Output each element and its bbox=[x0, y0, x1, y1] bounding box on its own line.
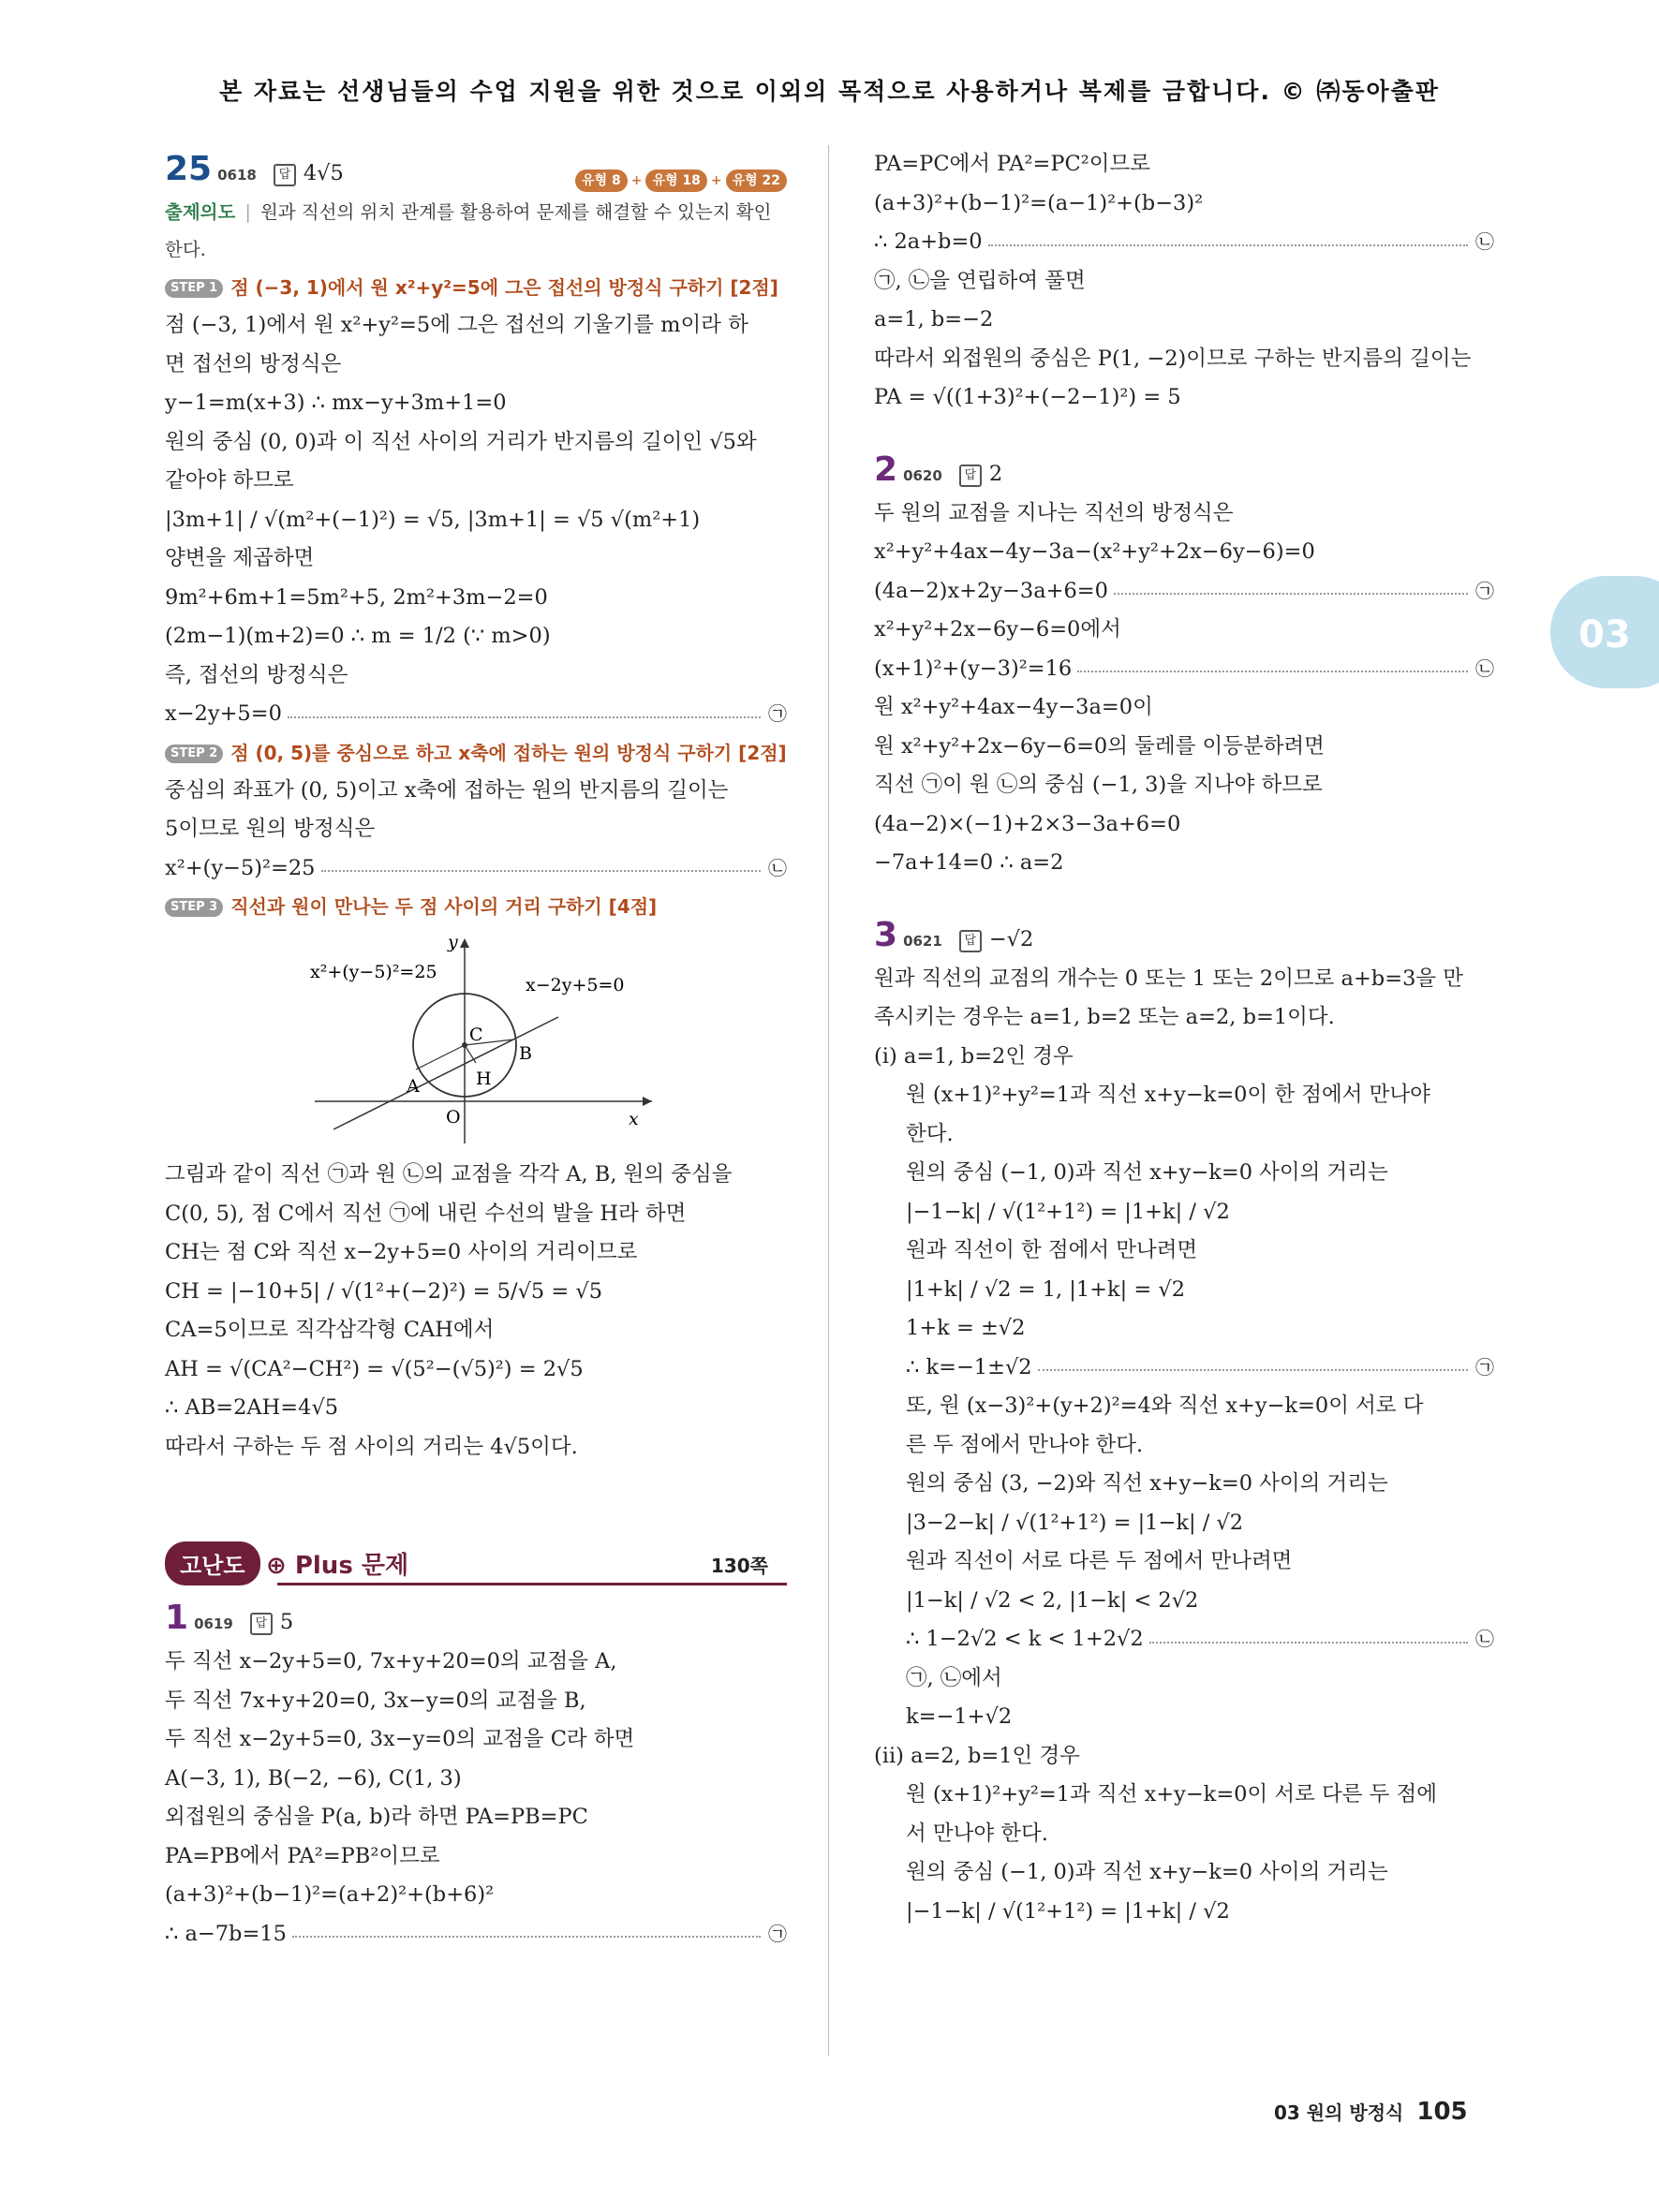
solution-line: 른 두 점에서 만나야 한다. bbox=[906, 1432, 1144, 1457]
center-point bbox=[462, 1042, 467, 1048]
dotted-leader bbox=[1149, 1642, 1468, 1644]
dotted-leader bbox=[321, 870, 762, 872]
point-c-label: C bbox=[469, 1025, 483, 1045]
solution-line: 원 (x+1)²+y²=1과 직선 x+y−k=0이 서로 다른 두 점에 bbox=[906, 1782, 1437, 1806]
leader-line bbox=[165, 849, 787, 889]
leader-line bbox=[874, 650, 1494, 689]
point-a-label: A bbox=[407, 1076, 420, 1097]
solution-line: |−1−k| / √(1²+1²) = |1+k| / √2 bbox=[906, 1199, 1230, 1224]
solution-line: 5이므로 원의 방정식은 bbox=[165, 817, 376, 841]
dotted-leader bbox=[292, 1936, 761, 1938]
step-text: 점 (0, 5)를 중심으로 하고 x축에 접하는 원의 방정식 구하기 [2점] bbox=[230, 741, 787, 764]
y-axis-label: y bbox=[448, 933, 458, 952]
problem-number: 3 bbox=[874, 915, 898, 954]
x-axis-arrow bbox=[643, 1097, 652, 1106]
equation: ∴ 2a+b=0 bbox=[874, 229, 983, 254]
solution-line: x²+y²+4ax−4y−3a−(x²+y²+2x−6y−6)=0 bbox=[874, 539, 1315, 564]
solution-line: (a+3)²+(b−1)²=(a−1)²+(b−3)² bbox=[874, 190, 1204, 215]
circled-mark: ㉡ bbox=[768, 856, 787, 879]
chapter-title: 03 원의 방정식 bbox=[1274, 2101, 1404, 2124]
leader-line bbox=[874, 1620, 1494, 1659]
solution-line: 서 만나야 한다. bbox=[906, 1821, 1048, 1846]
plus-icon: + bbox=[630, 173, 643, 188]
intent-box bbox=[165, 194, 787, 269]
solution-line: 원과 직선이 한 점에서 만나려면 bbox=[906, 1238, 1198, 1262]
answer-value: −√2 bbox=[988, 926, 1034, 951]
solution-line: 원의 중심 (−1, 0)과 직선 x+y−k=0 사이의 거리는 bbox=[906, 1860, 1388, 1884]
solution-line: ㉠, ㉡을 연립하여 풀면 bbox=[874, 268, 1086, 293]
circled-mark: ㉠ bbox=[1475, 579, 1494, 602]
leader-line bbox=[874, 572, 1494, 612]
dotted-leader bbox=[1114, 593, 1468, 595]
answer-value: 5 bbox=[279, 1610, 294, 1634]
solution-line: 직선 ㉠이 원 ㉡의 중심 (−1, 3)을 지나야 하므로 bbox=[874, 773, 1323, 797]
type-badge: 유형 22 bbox=[726, 170, 787, 192]
intent-label: 출제의도 bbox=[165, 201, 236, 223]
solution-line: x²+y²+2x−6y−6=0에서 bbox=[874, 617, 1121, 641]
solution-line: CH = |−10+5| / √(1²+(−2)²) = 5/√5 = √5 bbox=[165, 1278, 603, 1304]
intent-text: 원과 직선의 위치 관계를 활용하여 문제를 해결할 수 있는지 확인 bbox=[259, 201, 772, 223]
circled-mark: ㉠ bbox=[768, 702, 787, 725]
solution-line: CH는 점 C와 직선 x−2y+5=0 사이의 거리이므로 bbox=[165, 1240, 638, 1264]
solution-line: PA = √((1+3)²+(−2−1)²) = 5 bbox=[874, 385, 1181, 409]
step-tag: STEP 3 bbox=[165, 898, 223, 917]
dotted-leader bbox=[1077, 671, 1468, 672]
problem-number: 2 bbox=[874, 450, 898, 489]
answer-value: 4√5 bbox=[303, 161, 344, 185]
problem-code: 0621 bbox=[903, 932, 942, 950]
dotted-leader bbox=[988, 244, 1468, 246]
leader-line bbox=[874, 1349, 1494, 1388]
solution-line: PA=PB에서 PA²=PB²이므로 bbox=[165, 1843, 440, 1868]
perpendicular-ch bbox=[465, 1045, 476, 1063]
equation: (4a−2)x+2y−3a+6=0 bbox=[874, 578, 1108, 603]
case-heading: (ii) a=2, b=1인 경우 bbox=[874, 1743, 1080, 1768]
chapter-tab-label: 03 bbox=[1578, 613, 1631, 656]
problem-code: 0620 bbox=[903, 466, 942, 484]
problem-2-header bbox=[874, 446, 1494, 494]
origin-label: O bbox=[446, 1107, 461, 1128]
answer-icon: 답 bbox=[959, 930, 982, 952]
circled-mark: ㉡ bbox=[1475, 1628, 1494, 1650]
solution-line: |1+k| / √2 = 1, |1+k| = √2 bbox=[906, 1276, 1186, 1302]
solution-line: 원의 중심 (0, 0)과 이 직선 사이의 거리가 반지름의 길이인 √5와 bbox=[165, 429, 757, 454]
solution-line: a=1, b=−2 bbox=[874, 307, 994, 332]
case-heading: (i) a=1, b=2인 경우 bbox=[874, 1043, 1074, 1069]
plus-icon: + bbox=[710, 173, 722, 188]
difficulty-pill: 고난도 bbox=[165, 1541, 260, 1585]
solution-line: 두 직선 x−2y+5=0, 7x+y+20=0의 교점을 A, bbox=[165, 1649, 617, 1674]
solution-line: 양변을 제곱하면 bbox=[165, 546, 315, 570]
separator: | bbox=[244, 201, 251, 223]
copyright-notice: 본 자료는 선생님들의 수업 지원을 위한 것으로 이외의 목적으로 사용하거나 복제를 금합니다. © ㈜동아출판 bbox=[219, 78, 1440, 105]
page-reference: 130쪽 bbox=[710, 1555, 768, 1577]
answer-value: 2 bbox=[988, 461, 1003, 486]
solution-line: 원의 중심 (3, −2)와 직선 x+y−k=0 사이의 거리는 bbox=[906, 1471, 1388, 1496]
radius-ca bbox=[416, 1045, 465, 1069]
solution-line: 원과 직선이 서로 다른 두 점에서 만나려면 bbox=[906, 1549, 1293, 1573]
solution-line: |3m+1| / √(m²+(−1)²) = √5, |3m+1| = √5 √(m²+1) bbox=[165, 507, 701, 532]
solution-line: 따라서 구하는 두 점 사이의 거리는 4√5이다. bbox=[165, 1434, 578, 1459]
solution-line: 원 x²+y²+2x−6y−6=0의 둘레를 이등분하려면 bbox=[874, 733, 1325, 759]
solution-line: |−1−k| / √(1²+1²) = |1+k| / √2 bbox=[906, 1898, 1230, 1924]
equation: ∴ k=−1±√2 bbox=[906, 1354, 1032, 1379]
chapter-side-tab bbox=[1550, 576, 1659, 688]
line-label: x−2y+5=0 bbox=[526, 975, 625, 995]
solution-line: PA=PC에서 PA²=PC²이므로 bbox=[874, 152, 1150, 176]
solution-line: k=−1+√2 bbox=[906, 1704, 1013, 1729]
problem-code: 0618 bbox=[217, 167, 257, 184]
solution-line: 원의 중심 (−1, 0)과 직선 x+y−k=0 사이의 거리는 bbox=[906, 1160, 1388, 1185]
type-badge: 유형 8 bbox=[575, 170, 628, 192]
step-3-heading bbox=[165, 888, 787, 925]
equation: ∴ a−7b=15 bbox=[165, 1921, 287, 1946]
step-2-heading bbox=[165, 734, 787, 772]
solution-line: 두 직선 x−2y+5=0, 3x−y=0의 교점을 C라 하면 bbox=[165, 1727, 635, 1751]
leader-line bbox=[165, 695, 787, 734]
solution-line: 같아야 하므로 bbox=[165, 468, 294, 493]
solution-line: 또, 원 (x−3)²+(y+2)²=4와 직선 x+y−k=0이 서로 다 bbox=[906, 1394, 1424, 1418]
equation: (x+1)²+(y−3)²=16 bbox=[874, 656, 1073, 681]
leader-line bbox=[874, 223, 1494, 262]
solution-line: 두 원의 교점을 지나는 직선의 방정식은 bbox=[874, 500, 1234, 525]
solution-line: 9m²+6m+1=5m²+5, 2m²+3m−2=0 bbox=[165, 584, 548, 610]
solution-line: 원 x²+y²+4ax−4y−3a=0이 bbox=[874, 695, 1153, 719]
solution-line: |3−2−k| / √(1²+1²) = |1−k| / √2 bbox=[906, 1510, 1244, 1535]
solution-line: (2m−1)(m+2)=0 ∴ m = 1/2 (∵ m>0) bbox=[165, 624, 551, 648]
solution-line: |1−k| / √2 < 2, |1−k| < 2√2 bbox=[906, 1587, 1199, 1613]
solution-line: 족시키는 경우는 a=1, b=2 또는 a=2, b=1이다. bbox=[874, 1005, 1335, 1029]
solution-line: 원 (x+1)²+y²=1과 직선 x+y−k=0이 한 점에서 만나야 bbox=[906, 1083, 1430, 1107]
problem-25-header bbox=[165, 145, 787, 194]
circled-mark: ㉠ bbox=[768, 1922, 787, 1945]
solution-line: 원과 직선의 교점의 개수는 0 또는 1 또는 2이므로 a+b=3을 만 bbox=[874, 966, 1464, 991]
step-tag: STEP 2 bbox=[165, 745, 223, 763]
solution-line: ㉠, ㉡에서 bbox=[906, 1665, 1002, 1690]
dotted-leader bbox=[288, 716, 761, 718]
circled-mark: ㉡ bbox=[1475, 230, 1494, 253]
problem-code: 0619 bbox=[194, 1615, 233, 1632]
x-axis-label: x bbox=[629, 1109, 639, 1129]
answer-icon: 답 bbox=[250, 1613, 273, 1635]
solution-line: 중심의 좌표가 (0, 5)이고 x축에 접하는 원의 반지름의 길이는 bbox=[165, 777, 729, 803]
solution-line: 두 직선 7x+y+20=0, 3x−y=0의 교점을 B, bbox=[165, 1688, 586, 1713]
answer-icon: 답 bbox=[959, 465, 982, 487]
problem-1-header bbox=[165, 1594, 787, 1643]
point-h-label: H bbox=[476, 1069, 492, 1089]
intent-text: 한다. bbox=[165, 239, 206, 260]
step-text: 직선과 원이 만나는 두 점 사이의 거리 구하기 [4점] bbox=[230, 895, 658, 918]
plus-section-header bbox=[165, 1538, 787, 1594]
figure-svg bbox=[165, 933, 787, 1148]
solution-line: 점 (−3, 1)에서 원 x²+y²=5에 그은 접선의 기울기를 m이라 하 bbox=[165, 313, 748, 337]
circle-label: x²+(y−5)²=25 bbox=[310, 962, 437, 982]
plus-title: ⊕ Plus 문제 bbox=[266, 1552, 409, 1580]
solution-line: 1+k = ±√2 bbox=[906, 1316, 1026, 1340]
step-1-heading bbox=[165, 269, 787, 306]
type-badge: 유형 18 bbox=[645, 170, 706, 192]
equation: x²+(y−5)²=25 bbox=[165, 855, 316, 880]
solution-line: y−1=m(x+3) ∴ mx−y+3m+1=0 bbox=[165, 391, 507, 415]
solution-line: 그림과 같이 직선 ㉠과 원 ㉡의 교점을 각각 A, B, 원의 중심을 bbox=[165, 1162, 733, 1187]
problem-number: 25 bbox=[165, 150, 213, 188]
solution-line: 외접원의 중심을 P(a, b)라 하면 PA=PB=PC bbox=[165, 1805, 588, 1829]
solution-line: CA=5이므로 직각삼각형 CAH에서 bbox=[165, 1318, 495, 1342]
solution-line: (4a−2)×(−1)+2×3−3a+6=0 bbox=[874, 811, 1181, 836]
solution-line: 따라서 외접원의 중심은 P(1, −2)이므로 구하는 반지름의 길이는 bbox=[874, 346, 1472, 371]
dotted-leader bbox=[1038, 1369, 1468, 1371]
page-footer bbox=[1274, 2098, 1468, 2126]
circled-mark: ㉠ bbox=[1475, 1355, 1494, 1379]
circled-mark: ㉡ bbox=[1475, 656, 1494, 680]
step-tag: STEP 1 bbox=[165, 279, 223, 298]
solution-line: A(−3, 1), B(−2, −6), C(1, 3) bbox=[165, 1765, 462, 1791]
leader-line bbox=[165, 1915, 787, 1954]
solution-line: (a+3)²+(b−1)²=(a+2)²+(b+6)² bbox=[165, 1882, 495, 1907]
y-axis-arrow bbox=[460, 938, 469, 948]
problem-3-header bbox=[874, 911, 1494, 960]
equation: ∴ 1−2√2 < k < 1+2√2 bbox=[906, 1627, 1144, 1651]
solution-line: 면 접선의 방정식은 bbox=[165, 351, 342, 376]
step-text: 점 (−3, 1)에서 원 x²+y²=5에 그은 접선의 방정식 구하기 [2점] bbox=[230, 276, 778, 299]
solution-line: AH = √(CA²−CH²) = √(5²−(√5)²) = 2√5 bbox=[165, 1356, 584, 1381]
page-number: 105 bbox=[1416, 2098, 1468, 2126]
problem-number: 1 bbox=[165, 1599, 189, 1637]
left-column bbox=[165, 145, 787, 1954]
section-rule bbox=[277, 1583, 787, 1585]
type-badges bbox=[575, 156, 787, 205]
solution-line: 한다. bbox=[906, 1121, 954, 1146]
solution-line: C(0, 5), 점 C에서 직선 ㉠에 내린 수선의 발을 H라 하면 bbox=[165, 1201, 687, 1226]
point-b-label: B bbox=[519, 1043, 532, 1064]
solution-line: 즉, 접선의 방정식은 bbox=[165, 662, 348, 687]
column-divider bbox=[828, 145, 829, 2056]
circle-line-figure bbox=[165, 933, 787, 1148]
answer-icon: 답 bbox=[274, 164, 296, 186]
right-column bbox=[874, 145, 1494, 1931]
solution-line: ∴ AB=2AH=4√5 bbox=[165, 1395, 339, 1420]
solution-line: −7a+14=0 ∴ a=2 bbox=[874, 850, 1064, 875]
equation: x−2y+5=0 bbox=[165, 701, 282, 726]
